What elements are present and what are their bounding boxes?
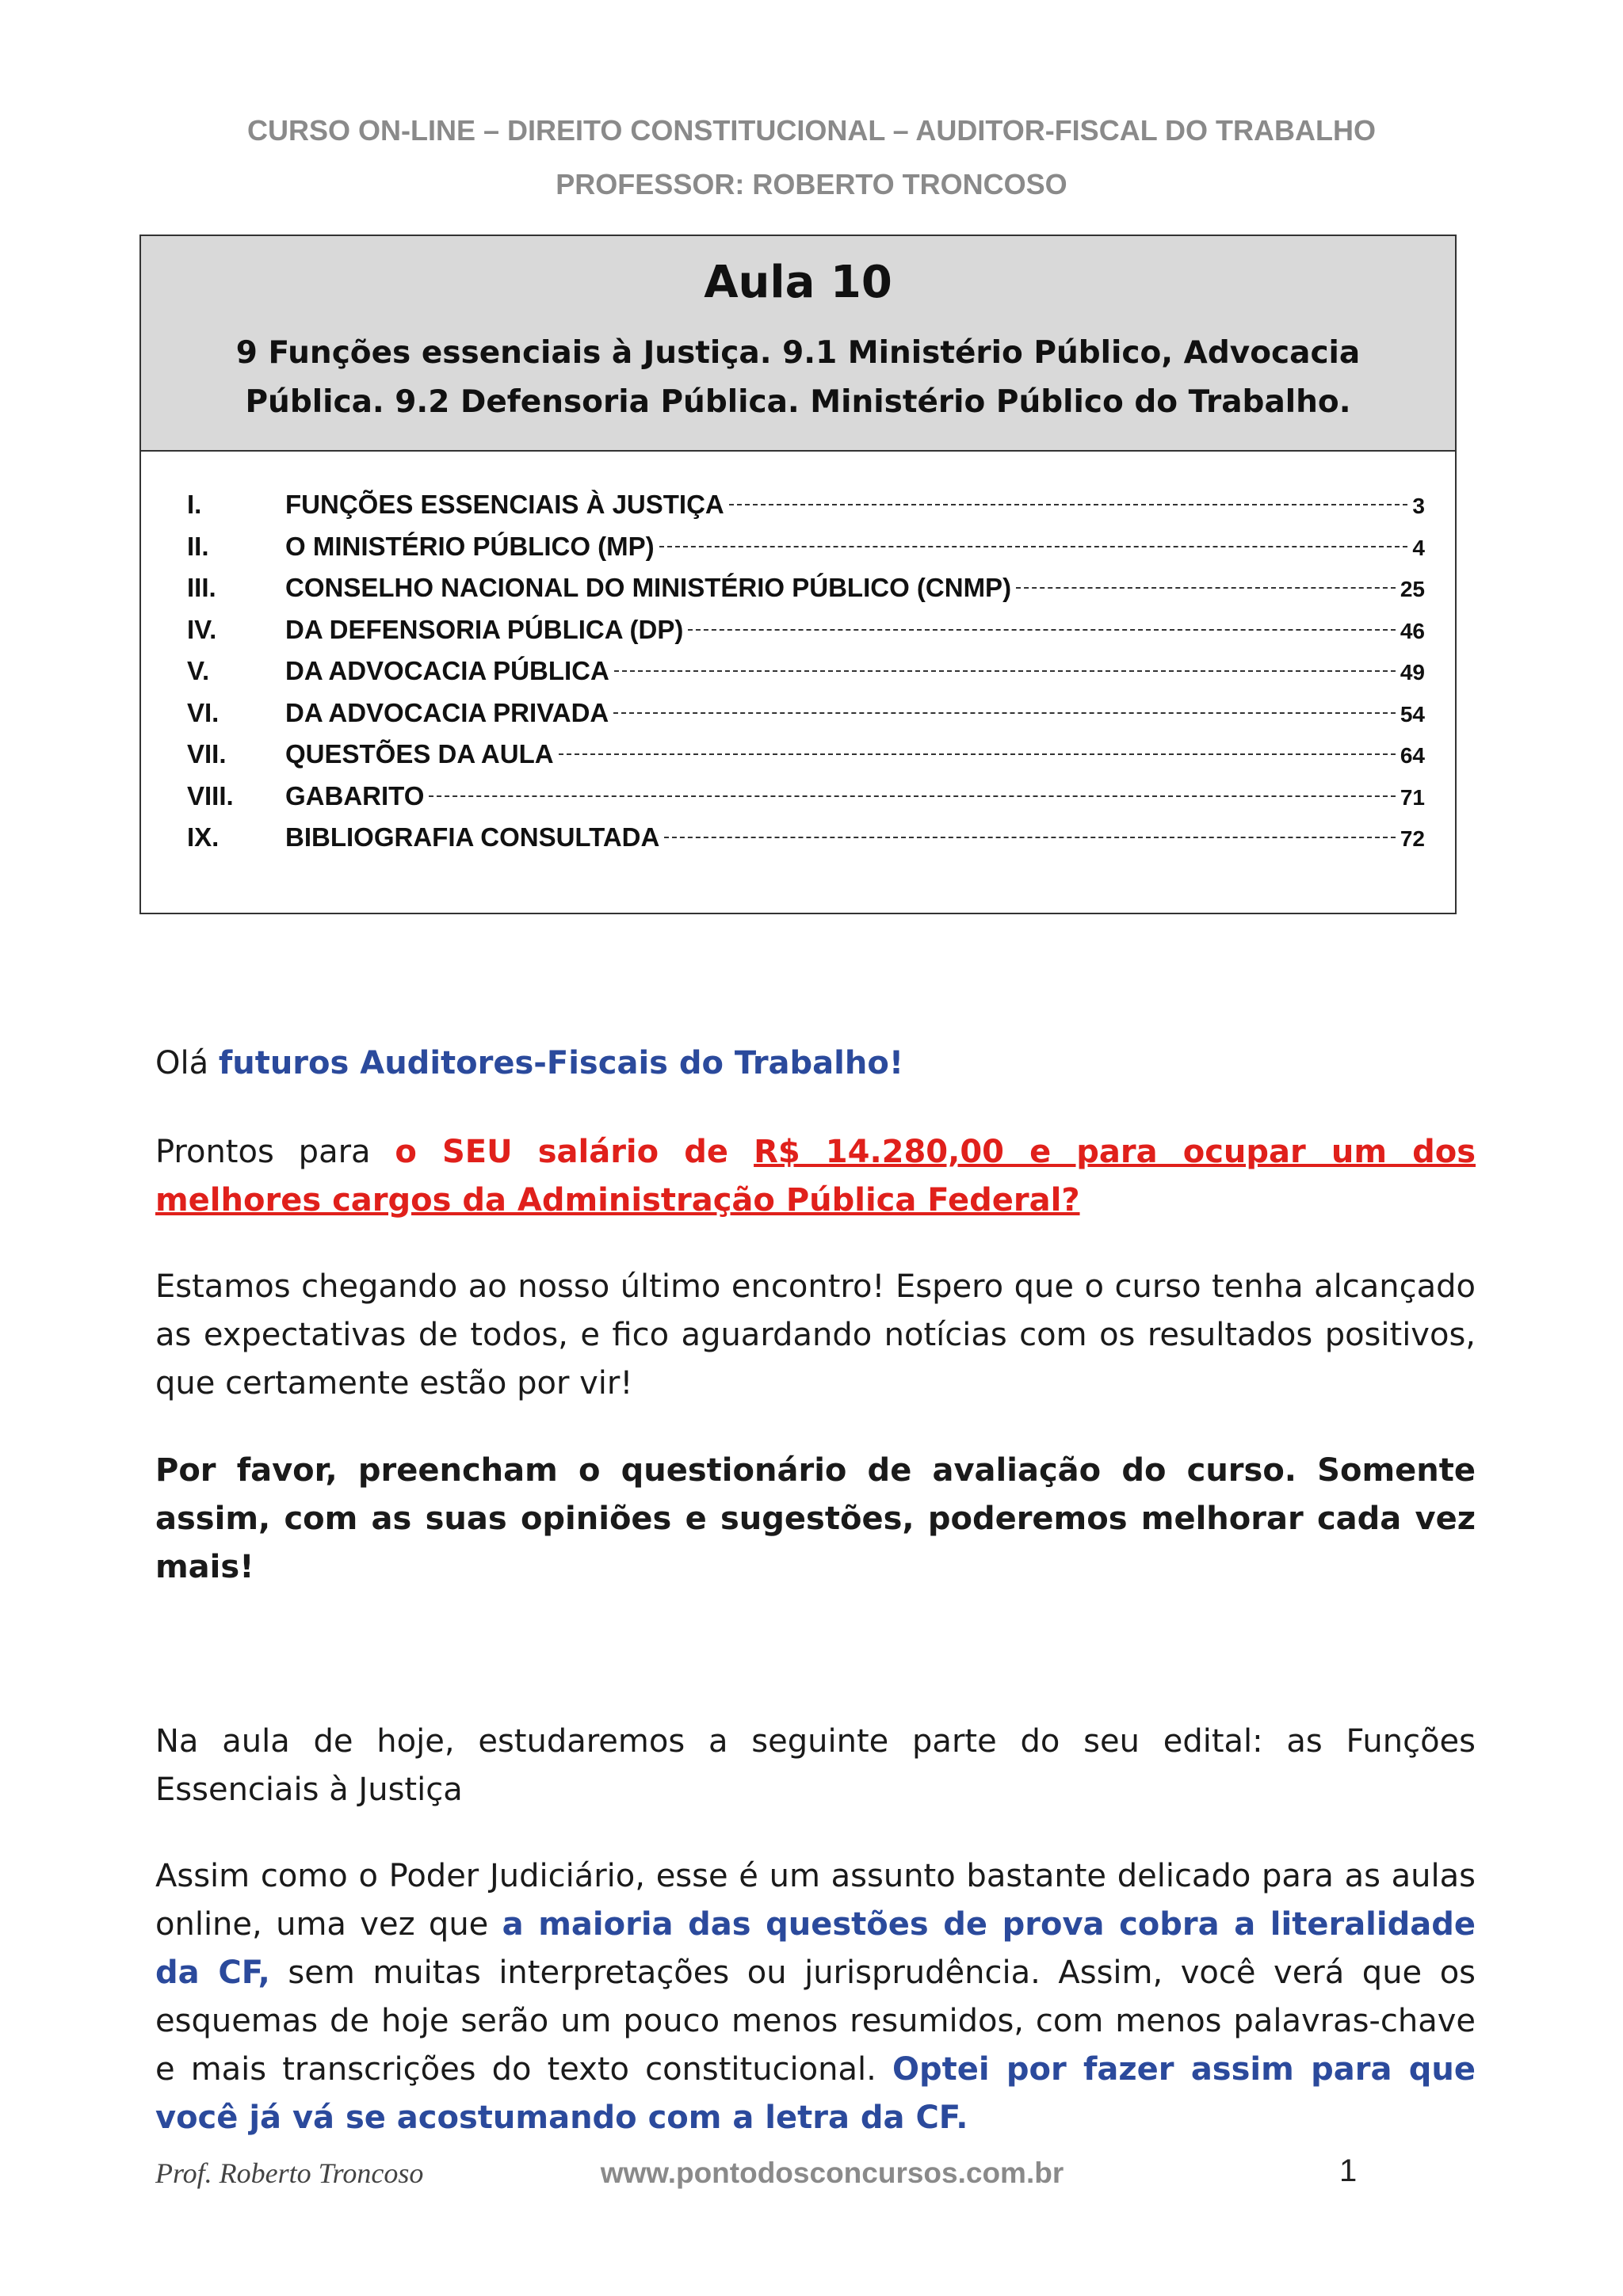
toc-page: 25 [1400, 577, 1425, 601]
toc-leader [659, 546, 1408, 547]
today-topic-paragraph: Na aula de hoje, estudaremos a seguinte parte do seu edital: as Funções Essenciais à Justiça [155, 1723, 1476, 1808]
method-highlight-2: Optei por fazer assim para que você já vá se acostumando com a letra da CF. [155, 2051, 1476, 2136]
toc-leader [613, 712, 1396, 714]
greeting-text: Olá [155, 1045, 219, 1081]
toc-number: V. [187, 656, 210, 685]
lesson-subtitle-line2: Pública. 9.2 Defensoria Pública. Ministério Público do Trabalho. [245, 384, 1351, 420]
toc-number: VIII. [187, 780, 234, 810]
toc-row [187, 781, 1425, 823]
toc-page: 49 [1400, 660, 1425, 685]
toc-page: 4 [1412, 535, 1425, 560]
toc-label: QUESTÕES DA AULA [285, 739, 554, 769]
footer-author: Prof. Roberto Troncoso [155, 2157, 424, 2189]
survey-paragraph: Por favor, preencham o questionário de avaliação do curso. Somente assim, com as suas opiniões e sugestões, poderemos melhorar cada vez mais! [155, 1452, 1476, 1585]
toc-row [187, 739, 1425, 781]
toc-number: II. [187, 531, 209, 561]
toc-number: VI. [187, 697, 220, 727]
greeting-highlight: futuros Auditores-Fiscais do Trabalho! [218, 1045, 904, 1081]
page-footer [0, 2153, 1623, 2204]
toc-label: CONSELHO NACIONAL DO MINISTÉRIO PÚBLICO (CNMP) [285, 573, 1012, 602]
toc-leader [614, 670, 1396, 672]
toc-label: DA ADVOCACIA PÚBLICA [285, 656, 609, 685]
toc-leader [429, 795, 1395, 797]
lesson-box [139, 235, 1457, 914]
toc-leader [688, 629, 1396, 631]
lesson-subtitle-line1: 9 Funções essenciais à Justiça. 9.1 Ministério Público, Advocacia [235, 335, 1361, 371]
toc-leader [559, 753, 1396, 755]
salary-intro: Prontos para [155, 1134, 395, 1170]
header-professor: PROFESSOR: ROBERTO TRONCOSO [556, 168, 1067, 200]
greeting-paragraph [155, 1039, 1476, 1088]
toc-page: 46 [1400, 618, 1425, 643]
toc-label: DA DEFENSORIA PÚBLICA (DP) [285, 614, 684, 644]
salary-paragraph [155, 1128, 1476, 1225]
closing-paragraph: Estamos chegando ao nosso último encontro! Espero que o curso tenha alcançado as expectativas de todos, e fico aguardando notícias com os resultados positivos, que certamente estão por vir! [155, 1268, 1476, 1402]
toc-number: I. [187, 490, 202, 519]
toc-leader [1016, 587, 1396, 589]
toc-row [187, 490, 1425, 532]
toc-label: GABARITO [285, 780, 425, 810]
lesson-box-header [141, 236, 1455, 452]
toc-number: IX. [187, 822, 220, 852]
toc-leader [729, 504, 1408, 505]
toc-label: BIBLIOGRAFIA CONSULTADA [285, 822, 660, 852]
toc-label: O MINISTÉRIO PÚBLICO (MP) [285, 531, 655, 561]
salary-highlight: o SEU salário de [395, 1134, 754, 1170]
toc-label: DA ADVOCACIA PRIVADA [285, 697, 609, 727]
toc-row [187, 615, 1425, 657]
table-of-contents [187, 490, 1425, 864]
page-number: 1 [1339, 2153, 1358, 2188]
toc-page: 3 [1412, 494, 1425, 518]
toc-page: 64 [1400, 743, 1425, 768]
toc-page: 71 [1400, 784, 1425, 810]
toc-row [187, 656, 1425, 698]
toc-page: 72 [1400, 826, 1425, 851]
method-highlight-1: a maioria das questões de prova cobra a literalidade da CF, [155, 1906, 1476, 1991]
header-course-title: CURSO ON-LINE – DIREITO CONSTITUCIONAL – AUDITOR-FISCAL DO TRABALHO [246, 114, 1377, 147]
toc-label: FUNÇÕES ESSENCIAIS À JUSTIÇA [285, 490, 724, 519]
method-text-1: Assim como o Poder Judiciário, esse é um assunto bastante delicado para as aulas online, uma vez que [155, 1858, 1476, 1943]
toc-page: 54 [1400, 701, 1425, 727]
toc-row [187, 822, 1425, 864]
toc-leader [664, 837, 1395, 838]
toc-row [187, 532, 1425, 574]
method-paragraph [155, 1852, 1476, 2142]
toc-row [187, 698, 1425, 740]
toc-number: VII. [187, 739, 227, 769]
toc-row [187, 573, 1425, 615]
method-text-2: sem muitas interpretações ou jurisprudência. Assim, você verá que os esquemas de hoje serão um pouco menos resumidos, com menos palavras-chave e mais transcrições do texto constitucional. [155, 1955, 1476, 2088]
salary-underlined: R$ 14.280,00 e para ocupar um dos melhores cargos da Administração Pública Federal? [155, 1134, 1476, 1219]
toc-number: IV. [187, 614, 217, 644]
footer-website: www.pontodosconcursos.com.br [600, 2157, 1064, 2189]
toc-number: III. [187, 573, 216, 602]
lesson-subtitle [141, 329, 1455, 427]
lesson-title: Aula 10 [704, 257, 892, 308]
